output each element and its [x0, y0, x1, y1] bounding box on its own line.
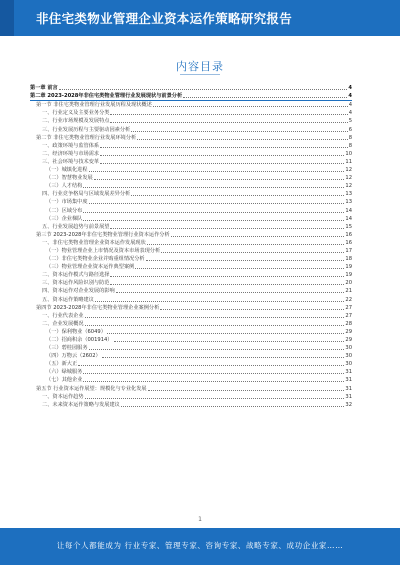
toc-entry-label: （三）碧桂园服务 [46, 345, 88, 352]
toc-entry[interactable] [30, 101, 352, 109]
toc-entry-label: 第五节 行业资本运作展望：规模化与专业化发展 [36, 385, 147, 392]
toc-entry[interactable] [30, 215, 352, 223]
toc-entry-label: 一、资本运作趋势 [42, 393, 84, 400]
toc-entry[interactable] [30, 344, 352, 352]
toc-leader-dots [83, 220, 344, 221]
toc-heading: 内容目录 [176, 60, 224, 73]
toc-entry[interactable] [30, 231, 352, 239]
toc-entry-label: 五、行业发展趋势与前景展望 [42, 223, 110, 230]
toc-entry-label: （四）万物云（2602） [46, 353, 101, 360]
toc-entry-label: （三）企业梯队 [46, 215, 83, 222]
toc-leader-dots [183, 97, 347, 98]
toc-entry-label: 第二节 非住宅类物业管理行业发展环境分析 [36, 134, 137, 141]
toc-entry-label: （二）招商积余（001914） [46, 337, 113, 343]
toc-entry-page: 4 [348, 110, 352, 117]
toc-entry[interactable] [30, 255, 352, 263]
toc-leader-dots [161, 252, 344, 253]
toc-leader-dots [110, 284, 344, 285]
toc-entry-page: 19 [345, 272, 352, 279]
toc-entry[interactable] [30, 271, 352, 279]
report-title: 非住宅类物业管理企业资本运作策略研究报告 [36, 11, 293, 26]
toc-entry[interactable] [30, 304, 352, 312]
toc-entry-page: 12 [345, 183, 352, 190]
toc-entry-page: 17 [345, 247, 352, 254]
toc-entry-page: 12 [345, 167, 352, 174]
toc-leader-dots [137, 139, 347, 140]
toc-entry[interactable] [30, 247, 352, 255]
toc-entry-label: （一）物业管理企业上市情况及资本市场表现分析 [46, 247, 161, 254]
toc-entry[interactable] [30, 223, 352, 231]
toc-leader-dots [110, 228, 344, 229]
toc-entry-page: 13 [345, 199, 352, 206]
toc-entry[interactable] [30, 174, 352, 182]
toc-entry-label: （七）其他企业 [46, 377, 83, 384]
toc-entry[interactable] [30, 206, 352, 214]
footer-banner [0, 528, 400, 565]
toc-entry-label: 一、政策环境与监管体系 [42, 142, 100, 149]
toc-entry-page: 31 [345, 393, 352, 400]
toc-leader-dots [85, 317, 345, 318]
toc-entry-label: 第四节 2023-2028年非住宅类物业管理企业案例分析 [36, 304, 160, 311]
toc-leader-dots [83, 187, 344, 188]
toc-entry[interactable] [30, 328, 352, 336]
toc-leader-dots [85, 325, 345, 326]
toc-leader-dots [59, 89, 348, 90]
toc-entry[interactable] [30, 368, 352, 376]
toc-entry[interactable] [30, 134, 352, 142]
toc-entry-page: 30 [345, 361, 352, 368]
toc-entry-page: 8 [348, 134, 352, 141]
toc-entry-page: 27 [345, 312, 352, 319]
toc-entry-page: 8 [348, 142, 352, 149]
toc-leader-dots [94, 179, 345, 180]
toc-leader-dots [146, 260, 345, 261]
toc-entry-page: 14 [345, 207, 352, 214]
footer-slogan: 让每个人都能成为 行业专家、管理专家、咨询专家、战略专家、成功企业家…… [56, 541, 344, 550]
toc-entry-page: 16 [345, 239, 352, 246]
toc-entry-page: 6 [348, 126, 352, 133]
toc-entry-page: 4 [348, 102, 352, 109]
toc-entry[interactable] [30, 190, 352, 198]
header-accent [0, 0, 14, 36]
toc-entry-page: 30 [345, 353, 352, 360]
toc-leader-dots [116, 292, 345, 293]
toc-entry-label: 第一节 非住宅类物业管理行业发展历程及现状概述 [36, 102, 152, 109]
toc-leader-dots [171, 236, 345, 237]
toc-entry[interactable] [30, 336, 352, 344]
toc-entry-label: 四、资本运作对企业发展的影响 [42, 288, 115, 295]
toc-leader-dots [107, 333, 345, 334]
toc-leader-dots [89, 171, 345, 172]
toc-entry-page: 31 [345, 385, 352, 392]
toc-entry[interactable] [30, 158, 352, 166]
toc-entry[interactable] [30, 117, 352, 125]
toc-leader-dots [131, 195, 344, 196]
toc-entry-page: 4 [348, 85, 352, 92]
toc-entry[interactable] [30, 287, 352, 295]
toc-entry-page: 21 [345, 288, 352, 295]
toc-heading-rule [180, 74, 220, 75]
toc-entry-label: 二、资本运作模式与路径选择 [42, 272, 110, 279]
toc-entry-label: 二、未来资本运作策略与发展建议 [42, 401, 120, 408]
toc-entry[interactable] [30, 142, 352, 150]
toc-entry-label: 第三节 2023-2028年非住宅类物业管理行业资本运作分析 [36, 231, 170, 238]
toc-entry-page: 31 [345, 377, 352, 384]
toc-leader-dots [100, 147, 348, 148]
toc-entry-label: （二）区域分布 [46, 207, 83, 214]
toc-entry[interactable] [30, 384, 352, 392]
toc-entry[interactable] [30, 198, 352, 206]
toc-entry-page: 22 [345, 296, 352, 303]
toc-entry-label: （二）非住宅类物业企业并购重组情况分析 [46, 256, 145, 263]
toc-entry-page: 15 [345, 223, 352, 230]
toc-entry-label: （三）人才结构 [46, 183, 83, 190]
table-of-contents [30, 84, 352, 409]
toc-entry[interactable] [30, 312, 352, 320]
toc-entry-label: （一）保利物业（6049） [46, 328, 106, 335]
toc-entry-label: （二）智慧物业发展 [46, 175, 93, 182]
toc-entry-page: 12 [345, 175, 352, 182]
toc-entry-page: 29 [345, 337, 352, 343]
toc-leader-dots [85, 398, 345, 399]
toc-entry[interactable] [30, 376, 352, 384]
toc-entry-page: 4 [348, 93, 352, 100]
toc-entry-label: （六）绿城服务 [46, 369, 83, 376]
toc-entry[interactable] [30, 401, 352, 409]
toc-entry-label: 三、行业发展历程与主要驱动因素分析 [42, 126, 131, 133]
toc-leader-dots [114, 341, 345, 342]
report-header [0, 0, 400, 36]
toc-leader-dots [147, 244, 345, 245]
toc-entry[interactable] [30, 166, 352, 174]
toc-entry-page: 31 [345, 369, 352, 376]
toc-entry-label: 一、行业定义及主要业务分类 [42, 110, 110, 117]
toc-leader-dots [89, 349, 345, 350]
toc-leader-dots [110, 114, 347, 115]
toc-entry-page: 14 [345, 215, 352, 222]
toc-entry[interactable] [30, 92, 352, 101]
toc-entry[interactable] [30, 320, 352, 328]
toc-entry-page: 32 [345, 401, 352, 408]
toc-entry-label: 第一章 前言 [30, 85, 58, 92]
toc-entry[interactable] [30, 182, 352, 190]
toc-entry[interactable] [30, 393, 352, 401]
toc-entry-label: 第二章 2023-2028年非住宅类物业管理行业发展现状与前景分析 [30, 93, 183, 100]
toc-entry-page: 20 [345, 280, 352, 287]
toc-entry-label: 二、企业发展概况 [42, 320, 84, 327]
toc-entry-label: 四、行业竞争格局与区域发展差异分析 [42, 191, 131, 198]
toc-entry[interactable] [30, 84, 352, 92]
toc-entry-page: 16 [345, 231, 352, 238]
toc-entry-label: 三、资本运作风险识别与防范 [42, 280, 110, 287]
toc-leader-dots [100, 163, 344, 164]
toc-entry[interactable] [30, 239, 352, 247]
toc-leader-dots [131, 131, 347, 132]
toc-entry-page: 29 [345, 328, 352, 335]
toc-leader-dots [83, 381, 344, 382]
toc-entry-label: 五、资本运作策略建议 [42, 296, 94, 303]
toc-leader-dots [89, 203, 345, 204]
toc-entry-label: （三）物业管理企业资本运作典型案例 [46, 264, 135, 271]
toc-entry[interactable] [30, 109, 352, 117]
toc-entry-page: 27 [345, 304, 352, 311]
toc-leader-dots [110, 122, 347, 123]
toc-leader-dots [148, 390, 345, 391]
toc-entry-page: 30 [345, 345, 352, 352]
toc-leader-dots [100, 155, 344, 156]
toc-leader-dots [160, 309, 344, 310]
toc-leader-dots [135, 268, 344, 269]
toc-entry-label: （一）市场集中度 [46, 199, 88, 206]
toc-entry-label: （五）新大正 [46, 361, 78, 368]
toc-leader-dots [83, 212, 344, 213]
toc-entry-page: 28 [345, 320, 352, 327]
toc-entry[interactable] [30, 279, 352, 287]
toc-entry[interactable] [30, 125, 352, 133]
toc-entry-label: 二、经济环境与市场需求 [42, 150, 100, 157]
toc-entry[interactable] [30, 295, 352, 303]
toc-entry-page: 13 [345, 191, 352, 198]
toc-entry-label: 一、非住宅类物业管理企业资本运作发展现状 [42, 239, 146, 246]
toc-entry[interactable] [30, 352, 352, 360]
toc-leader-dots [102, 357, 345, 358]
toc-entry-page: 10 [345, 150, 352, 157]
toc-entry-page: 19 [345, 264, 352, 271]
toc-entry-label: 二、行业市场规模及发展特点 [42, 118, 110, 125]
toc-entry-page: 5 [348, 118, 352, 125]
toc-entry-label: 一、行业代表企业 [42, 312, 84, 319]
toc-entry-page: 11 [345, 158, 352, 165]
toc-entry[interactable] [30, 150, 352, 158]
toc-leader-dots [83, 373, 344, 374]
toc-leader-dots [121, 406, 345, 407]
toc-entry-page: 18 [345, 256, 352, 263]
toc-leader-dots [110, 276, 344, 277]
toc-entry[interactable] [30, 360, 352, 368]
toc-entry-label: （一）城镇化进程 [46, 167, 88, 174]
toc-leader-dots [78, 365, 344, 366]
toc-leader-dots [153, 106, 348, 107]
toc-entry-label: 三、社会环境与技术变革 [42, 158, 100, 165]
toc-entry[interactable] [30, 263, 352, 271]
page-number: 1 [198, 516, 202, 523]
toc-leader-dots [95, 301, 345, 302]
